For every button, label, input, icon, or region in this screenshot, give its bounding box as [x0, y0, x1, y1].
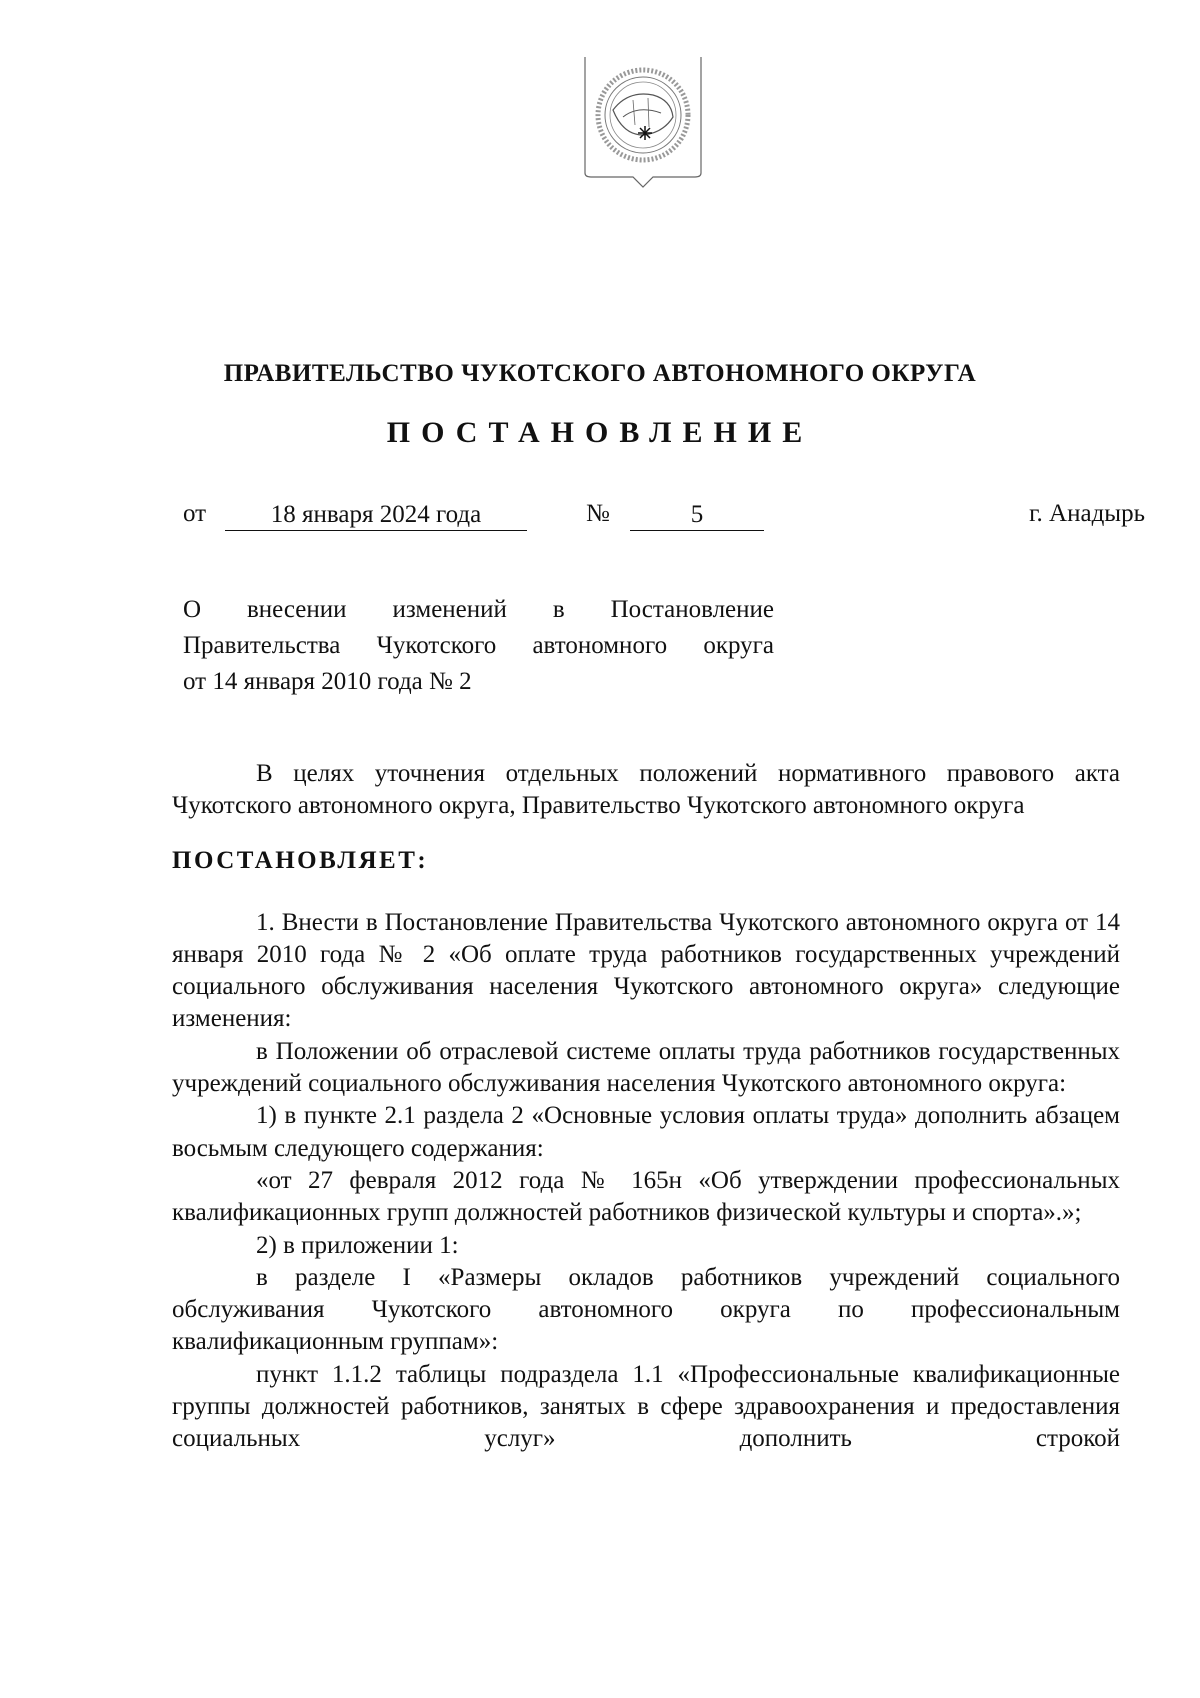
body-paragraph: пункт 1.1.2 таблицы подраздела 1.1 «Профессиональные квалификационные группы должностей работников, занятых в сфере здравоохранения и предоставления социальных услуг» дополнить строкой — [172, 1360, 1120, 1453]
document-number: 5 — [630, 500, 764, 531]
body-paragraph: в разделе I «Размеры окладов работников учреждений социального обслуживания Чукотского автономного округа по профессиональным квалификационным группам»: — [172, 1263, 1120, 1356]
document-subject — [183, 592, 774, 700]
subject-line: Правительства Чукотского автономного округа — [183, 632, 774, 659]
government-title: ПРАВИТЕЛЬСТВО ЧУКОТСКОГО АВТОНОМНОГО ОКРУГА — [223, 360, 977, 387]
body-paragraph: «от 27 февраля 2012 года № 165н «Об утверждении профессиональных квалификационных групп должностей работников физической культуры и спорта».»; — [172, 1166, 1120, 1227]
decree-word: ПОСТАНОВЛЯЕТ: — [172, 846, 429, 874]
document-type: ПОСТАНОВЛЕНИЕ — [386, 416, 814, 449]
body-paragraph: 2) в приложении 1: — [256, 1231, 459, 1259]
document-body — [172, 758, 1120, 1456]
number-label: № — [586, 500, 610, 527]
body-paragraph: 1. Внести в Постановление Правительства Чукотского автономного округа от 14 января 2010 года № 2 «Об оплате труда работников государственных учреждений социального обслуживания населения Чукотского автономного округа» следующие изменения: — [172, 908, 1120, 1033]
intro-paragraph: В целях уточнения отдельных положений нормативного правового акта Чукотского автономного округа, Правительство Чукотского автономного округа — [172, 760, 1120, 820]
body-paragraph: в Положении об отраслевой системе оплаты труда работников государственных учреждений социального обслуживания населения Чукотского автономного округа: — [172, 1037, 1120, 1098]
coat-of-arms-shield-icon — [583, 55, 703, 205]
document-city: г. Анадырь — [1029, 500, 1145, 527]
subject-line: О внесении изменений в Постановление — [183, 596, 774, 623]
subject-line: от 14 января 2010 года № 2 — [183, 668, 472, 695]
document-meta — [183, 500, 1145, 540]
body-paragraph: 1) в пункте 2.1 раздела 2 «Основные условия оплаты труда» дополнить абзацем восьмым следующего содержания: — [172, 1102, 1120, 1162]
document-date: 18 января 2024 года — [225, 500, 527, 531]
date-prefix: от — [183, 500, 207, 527]
